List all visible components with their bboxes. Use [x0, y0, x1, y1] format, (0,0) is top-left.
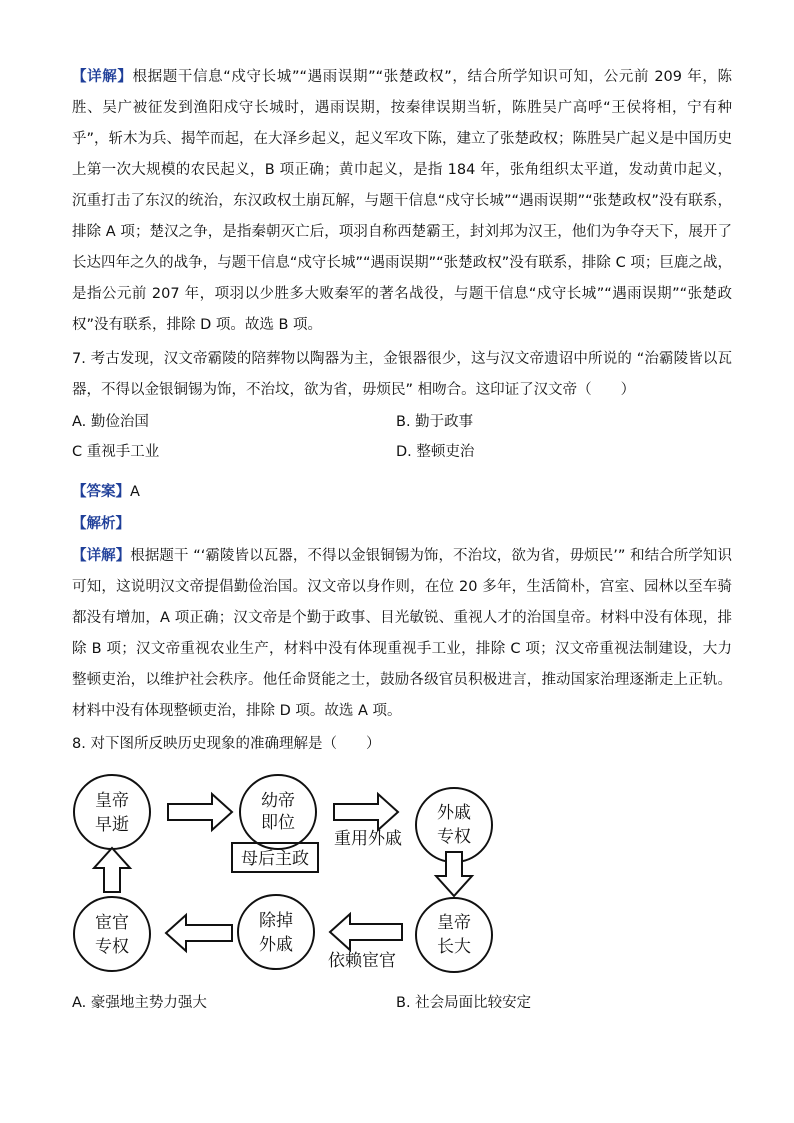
svg-text:外戚: 外戚	[259, 935, 293, 955]
svg-text:外戚: 外戚	[437, 803, 471, 823]
q7-answer	[72, 482, 140, 502]
q6-explanation	[72, 62, 732, 341]
q8-option-b: B. 社会局面比较安定	[396, 995, 532, 1011]
explain-label: 【详解】	[72, 548, 131, 564]
node-eunuch-power	[74, 897, 150, 971]
answer-value: A	[130, 484, 140, 500]
svg-text:即位: 即位	[261, 813, 295, 833]
explain-text: 根据题干 “‘霸陵皆以瓦器，不得以金银铜锡为饰，不治坟，欲为省，毋烦民’” 和结合所学知识可知，这说明汉文帝提倡勤俭治国。汉文帝以身作则，在位 20 多年，生活简朴，宫室、园林以至车骑都没有增加，A 项正确；汉文帝是个勤于政事、目光敏锐、重视人才的治国皇帝。材料中没有体现，排除 B 项；汉文帝重视农业生产，材料中没有体现重视手工业，排除 C 项；汉文帝重视法制建设，大力整顿吏治，以维护社会秩序。他任命贤能之士，鼓励各级官员积极进言，推动国家治理逐渐走上正轨。材料中没有体现整顿吏治，排除 D 项。故选 A 项。	[72, 548, 732, 719]
svg-text:皇帝: 皇帝	[95, 791, 129, 811]
svg-text:宦官: 宦官	[95, 913, 129, 933]
arrow-left-2	[166, 915, 232, 951]
arrow-left-1	[330, 914, 402, 950]
svg-text:早逝: 早逝	[95, 815, 129, 835]
q8-stem: 8. 对下图所反映历史现象的准确理解是（ ）	[72, 736, 381, 752]
svg-text:幼帝: 幼帝	[261, 791, 295, 811]
svg-text:专权: 专权	[95, 937, 129, 957]
node-remove-consort	[238, 895, 314, 969]
q8-option-a: A. 豪强地主势力强大	[72, 995, 207, 1011]
svg-text:除掉: 除掉	[259, 911, 293, 931]
flow-diagram	[66, 770, 506, 986]
answer-label: 【答案】	[72, 484, 130, 500]
explain-text: 根据题干信息“戍守长城”“遇雨误期”“张楚政权”，结合所学知识可知，公元前 209 年，陈胜、吴广被征发到渔阳戍守长城时，遇雨误期，按秦律误期当斩，陈胜吴广高呼“王侯将相，宁有种乎”，斩木为兵、揭竿而起，在大泽乡起义，起义军攻下陈，建立了张楚政权；陈胜吴广起义是中国历史上第一次大规模的农民起义，B 项正确；黄巾起义，是指 184 年，张角组织太平道，发动黄巾起义，沉重打击了东汉的统治，东汉政权土崩瓦解，与题干信息“戍守长城”“遇雨误期”“张楚政权”没有联系，排除 A 项；楚汉之争，是指秦朝灭亡后，项羽自称西楚霸王，封刘邦为汉王，他们为争夺天下，展开了长达四年之久的战争，与题干信息“戍守长城”“遇雨误期”“张楚政权”没有联系，排除 C 项；巨鹿之战，是指公元前 207 年，项羽以少胜多大败秦军的著名战役，与题干信息“戍守长城”“遇雨误期”“张楚政权”没有联系，排除 D 项。故选 B 项。	[72, 69, 733, 333]
label-rely-eunuch: 依赖宦官	[328, 951, 396, 971]
arrow-down	[436, 852, 472, 896]
node-young-emperor	[240, 775, 316, 849]
svg-text:母后主政: 母后主政	[241, 849, 309, 869]
q7-option-c: C 重视手工业	[72, 444, 160, 460]
svg-text:长大: 长大	[437, 937, 471, 957]
q7-analysis-label: 【解析】	[72, 516, 130, 532]
q7-stem: 7. 考古发现，汉文帝霸陵的陪葬物以陶器为主，金银器很少，这与汉文帝遗诏中所说的 “治霸陵皆以瓦器，不得以金银铜锡为饰，不治坟，欲为省，毋烦民” 相吻合。这印证了汉文帝（ ）	[72, 351, 732, 398]
node-consort-clan-power	[416, 788, 492, 862]
explain-label: 【详解】	[72, 69, 133, 85]
svg-text:皇帝: 皇帝	[437, 913, 471, 933]
q7-option-a: A. 勤俭治国	[72, 414, 149, 430]
q7-explanation	[72, 541, 732, 727]
arrow-up	[94, 848, 130, 892]
node-emperor-early-death	[74, 775, 150, 849]
node-emperor-grows-up	[416, 898, 492, 972]
label-reuse-consort: 重用外戚	[334, 829, 402, 849]
arrow-right-1	[168, 794, 232, 830]
q7-option-d: D. 整顿吏治	[396, 444, 475, 460]
q7-option-b: B. 勤于政事	[396, 414, 474, 430]
svg-text:专权: 专权	[437, 827, 471, 847]
arrow-right-2	[334, 794, 398, 830]
